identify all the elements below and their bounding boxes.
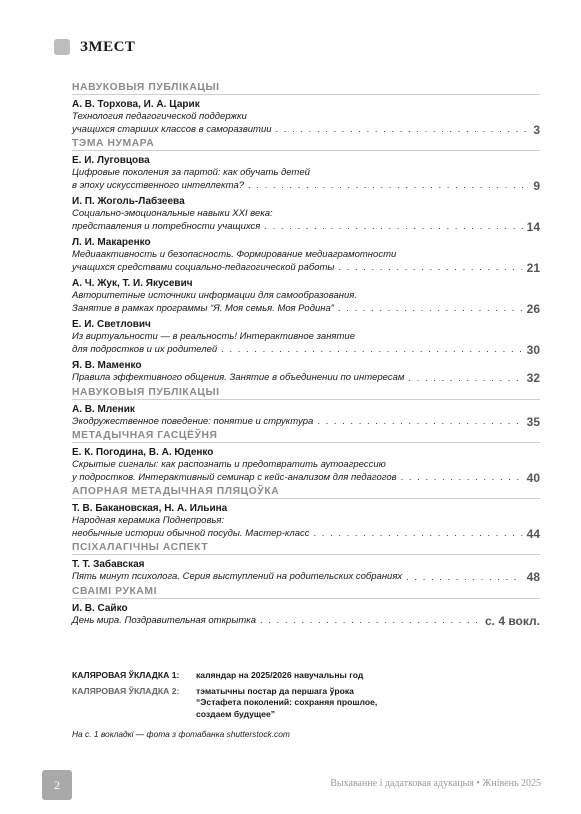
section-title: ТЭМА НУМАРА — [72, 138, 540, 151]
dot-leader — [338, 262, 522, 274]
insert-description-line: “Эстафета поколений: сохраняя прошлое, — [196, 697, 378, 707]
article-page-number: 32 — [526, 371, 540, 385]
toc-entry[interactable] — [72, 416, 540, 429]
article-page-number: с. 4 вокл. — [484, 613, 540, 628]
article-title-line: необычные истории обычной посуды. Мастер-класс — [72, 527, 310, 539]
article-page-number: 26 — [526, 301, 540, 316]
toc-entry[interactable] — [72, 615, 540, 628]
entry-line — [72, 124, 540, 137]
entry-line — [72, 344, 540, 357]
article-page-number: 14 — [526, 219, 540, 234]
article-author: А. В. Мленик — [72, 403, 135, 415]
entry-line — [72, 249, 540, 262]
entry-line — [72, 221, 540, 234]
section-title: МЕТАДЫЧНАЯ ГАСЦЁЎНЯ — [72, 430, 540, 443]
entry-line — [72, 290, 540, 303]
entry-line — [72, 372, 540, 385]
entry-line — [72, 111, 540, 124]
article-title-line: учащихся средствами социально-педагогической работы — [72, 261, 335, 273]
article-title-line: Скрытые сигналы: как распознать и предотвратить аутоагрессию — [72, 459, 386, 470]
insert-row — [72, 686, 540, 721]
article-author: Е. К. Погодина, В. А. Юденко — [72, 447, 214, 458]
toc-entry[interactable] — [72, 111, 540, 136]
entry-line — [72, 571, 540, 584]
toc-entry[interactable] — [72, 290, 540, 315]
toc-entry[interactable] — [72, 515, 540, 540]
article-title-line: представления и потребности учащихся — [72, 220, 261, 232]
article-page-number: 30 — [526, 342, 540, 357]
article-author: А. Ч. Жук, Т. И. Якусевич — [72, 278, 193, 289]
article-title-line: Правила эффективного общения. Занятие в объединении по интересам — [72, 372, 405, 383]
entry-line — [72, 472, 540, 485]
page-title: ЗМЕСТ — [80, 38, 136, 55]
entry-line — [72, 262, 540, 275]
insert-row — [72, 670, 540, 682]
article-title-line: Пять минут психолога. Серия выступлений на родительских собраниях — [72, 571, 403, 582]
article-title-line: в эпоху искусственного интеллекта? — [72, 179, 245, 191]
article-title-line: День мира. Поздравительная открытка — [72, 614, 257, 626]
article-author: Т. Т. Забавская — [72, 559, 145, 570]
insert-label: КАЛЯРОВАЯ ЎКЛАДКА 1: — [72, 670, 180, 680]
journal-footer: Выхаванне і дадатковая адукацыя • Жнівень 2025 — [330, 778, 541, 789]
article-author: И. В. Сайко — [72, 602, 128, 614]
article-author: А. В. Торхова, И. А. Царик — [72, 99, 200, 110]
dot-leader — [406, 572, 522, 584]
article-title-line: Социально-эмоциональные навыки XXI века: — [72, 208, 273, 219]
header-square-icon — [54, 39, 70, 55]
toc-section — [72, 486, 540, 540]
article-title-line: Медиаактивность и безопасность. Формирование медиаграмотности — [72, 249, 397, 260]
entry-line — [72, 528, 540, 541]
insert-label: КАЛЯРОВАЯ ЎКЛАДКА 2: — [72, 685, 180, 696]
entry-line — [72, 180, 540, 193]
insert-description-line: каляндар на 2025/2026 навучальны год — [196, 670, 364, 680]
article-page-number: 21 — [526, 260, 540, 275]
article-title-line: Авторитетные источники информации для самообразования. — [72, 290, 357, 301]
article-title-line: для подростков и их родителей — [72, 343, 218, 355]
page-number: 2 — [42, 770, 72, 800]
article-page-number: 9 — [533, 178, 540, 193]
article-title-line: Из виртуальности — в реальность! Интерактивное занятие — [72, 331, 355, 342]
entry-line — [72, 331, 540, 344]
article-page-number: 35 — [526, 414, 540, 429]
toc-section — [72, 387, 540, 429]
insert-description — [196, 686, 377, 721]
article-title-line: Экодружественное поведение: понятие и структура — [72, 415, 314, 427]
section-title: НАВУКОВЫЯ ПУБЛІКАЦЫІ — [72, 387, 540, 400]
toc-section — [72, 430, 540, 484]
entry-line — [72, 416, 540, 429]
entry-line — [72, 615, 540, 628]
article-author: Е. И. Светлович — [72, 319, 151, 330]
entry-line — [72, 459, 540, 472]
dot-leader — [264, 221, 522, 233]
article-title-line: у подростков. Интерактивный семинар с кейс-анализом для педагогов — [72, 471, 397, 483]
dot-leader — [248, 180, 529, 192]
article-author: Я. В. Маменко — [72, 360, 142, 371]
section-title: АПОРНАЯ МЕТАДЫЧНАЯ ПЛЯЦОЎКА — [72, 486, 540, 499]
article-page-number: 3 — [533, 122, 540, 137]
article-title-line: Народная керамика Поднепровья: — [72, 515, 225, 526]
section-title: НАВУКОВЫЯ ПУБЛІКАЦЫІ — [72, 82, 540, 95]
article-page-number: 44 — [526, 526, 540, 541]
dot-leader — [260, 615, 481, 627]
toc-entry[interactable] — [72, 208, 540, 233]
article-title-line: учащихся старших классов в саморазвитии — [72, 123, 272, 135]
article-title-line: Цифровые поколения за партой: как обучать детей — [72, 167, 310, 178]
insert-description-line: создаем будущее” — [196, 708, 276, 719]
table-of-contents — [72, 80, 540, 629]
insert-description-line: тэматычны постар да першага ўрока — [196, 685, 354, 696]
insert-description — [196, 670, 363, 682]
article-page-number: 48 — [526, 570, 540, 584]
article-title-line: Занятие в рамках программы “Я. Моя семья. Моя Родина” — [72, 302, 334, 314]
toc-section — [72, 542, 540, 584]
article-author: Е. И. Луговцова — [72, 155, 150, 166]
dot-leader — [314, 528, 523, 540]
toc-entry[interactable] — [72, 372, 540, 385]
color-inserts — [72, 670, 540, 739]
dot-leader — [338, 303, 523, 315]
toc-entry[interactable] — [72, 459, 540, 484]
toc-section — [72, 138, 540, 385]
toc-section — [72, 82, 540, 136]
photo-credit: На с. 1 вокладкі — фота з фотабанка shutterstock.com — [72, 729, 290, 739]
dot-leader — [408, 373, 522, 385]
entry-line — [72, 208, 540, 221]
dot-leader — [276, 124, 530, 136]
dot-leader — [221, 344, 522, 356]
toc-entry[interactable] — [72, 167, 540, 192]
toc-entry[interactable] — [72, 331, 540, 356]
article-page-number: 40 — [526, 470, 540, 485]
article-author: И. П. Жоголь-Лабзеева — [72, 196, 185, 207]
toc-entry[interactable] — [72, 571, 540, 584]
article-title-line: Технология педагогической поддержки — [72, 111, 247, 122]
entry-line — [72, 515, 540, 528]
toc-entry[interactable] — [72, 249, 540, 274]
dot-leader — [317, 416, 522, 428]
dot-leader — [401, 472, 523, 484]
contents-header — [54, 38, 135, 56]
entry-line — [72, 167, 540, 180]
article-author: Т. В. Бакановская, Н. А. Ильина — [72, 503, 228, 514]
entry-line — [72, 303, 540, 316]
toc-section — [72, 586, 540, 628]
section-title: ПСІХАЛАГІЧНЫ АСПЕКТ — [72, 542, 540, 555]
article-author: Л. И. Макаренко — [72, 237, 151, 248]
section-title: СВАІМІ РУКАМІ — [72, 586, 540, 599]
